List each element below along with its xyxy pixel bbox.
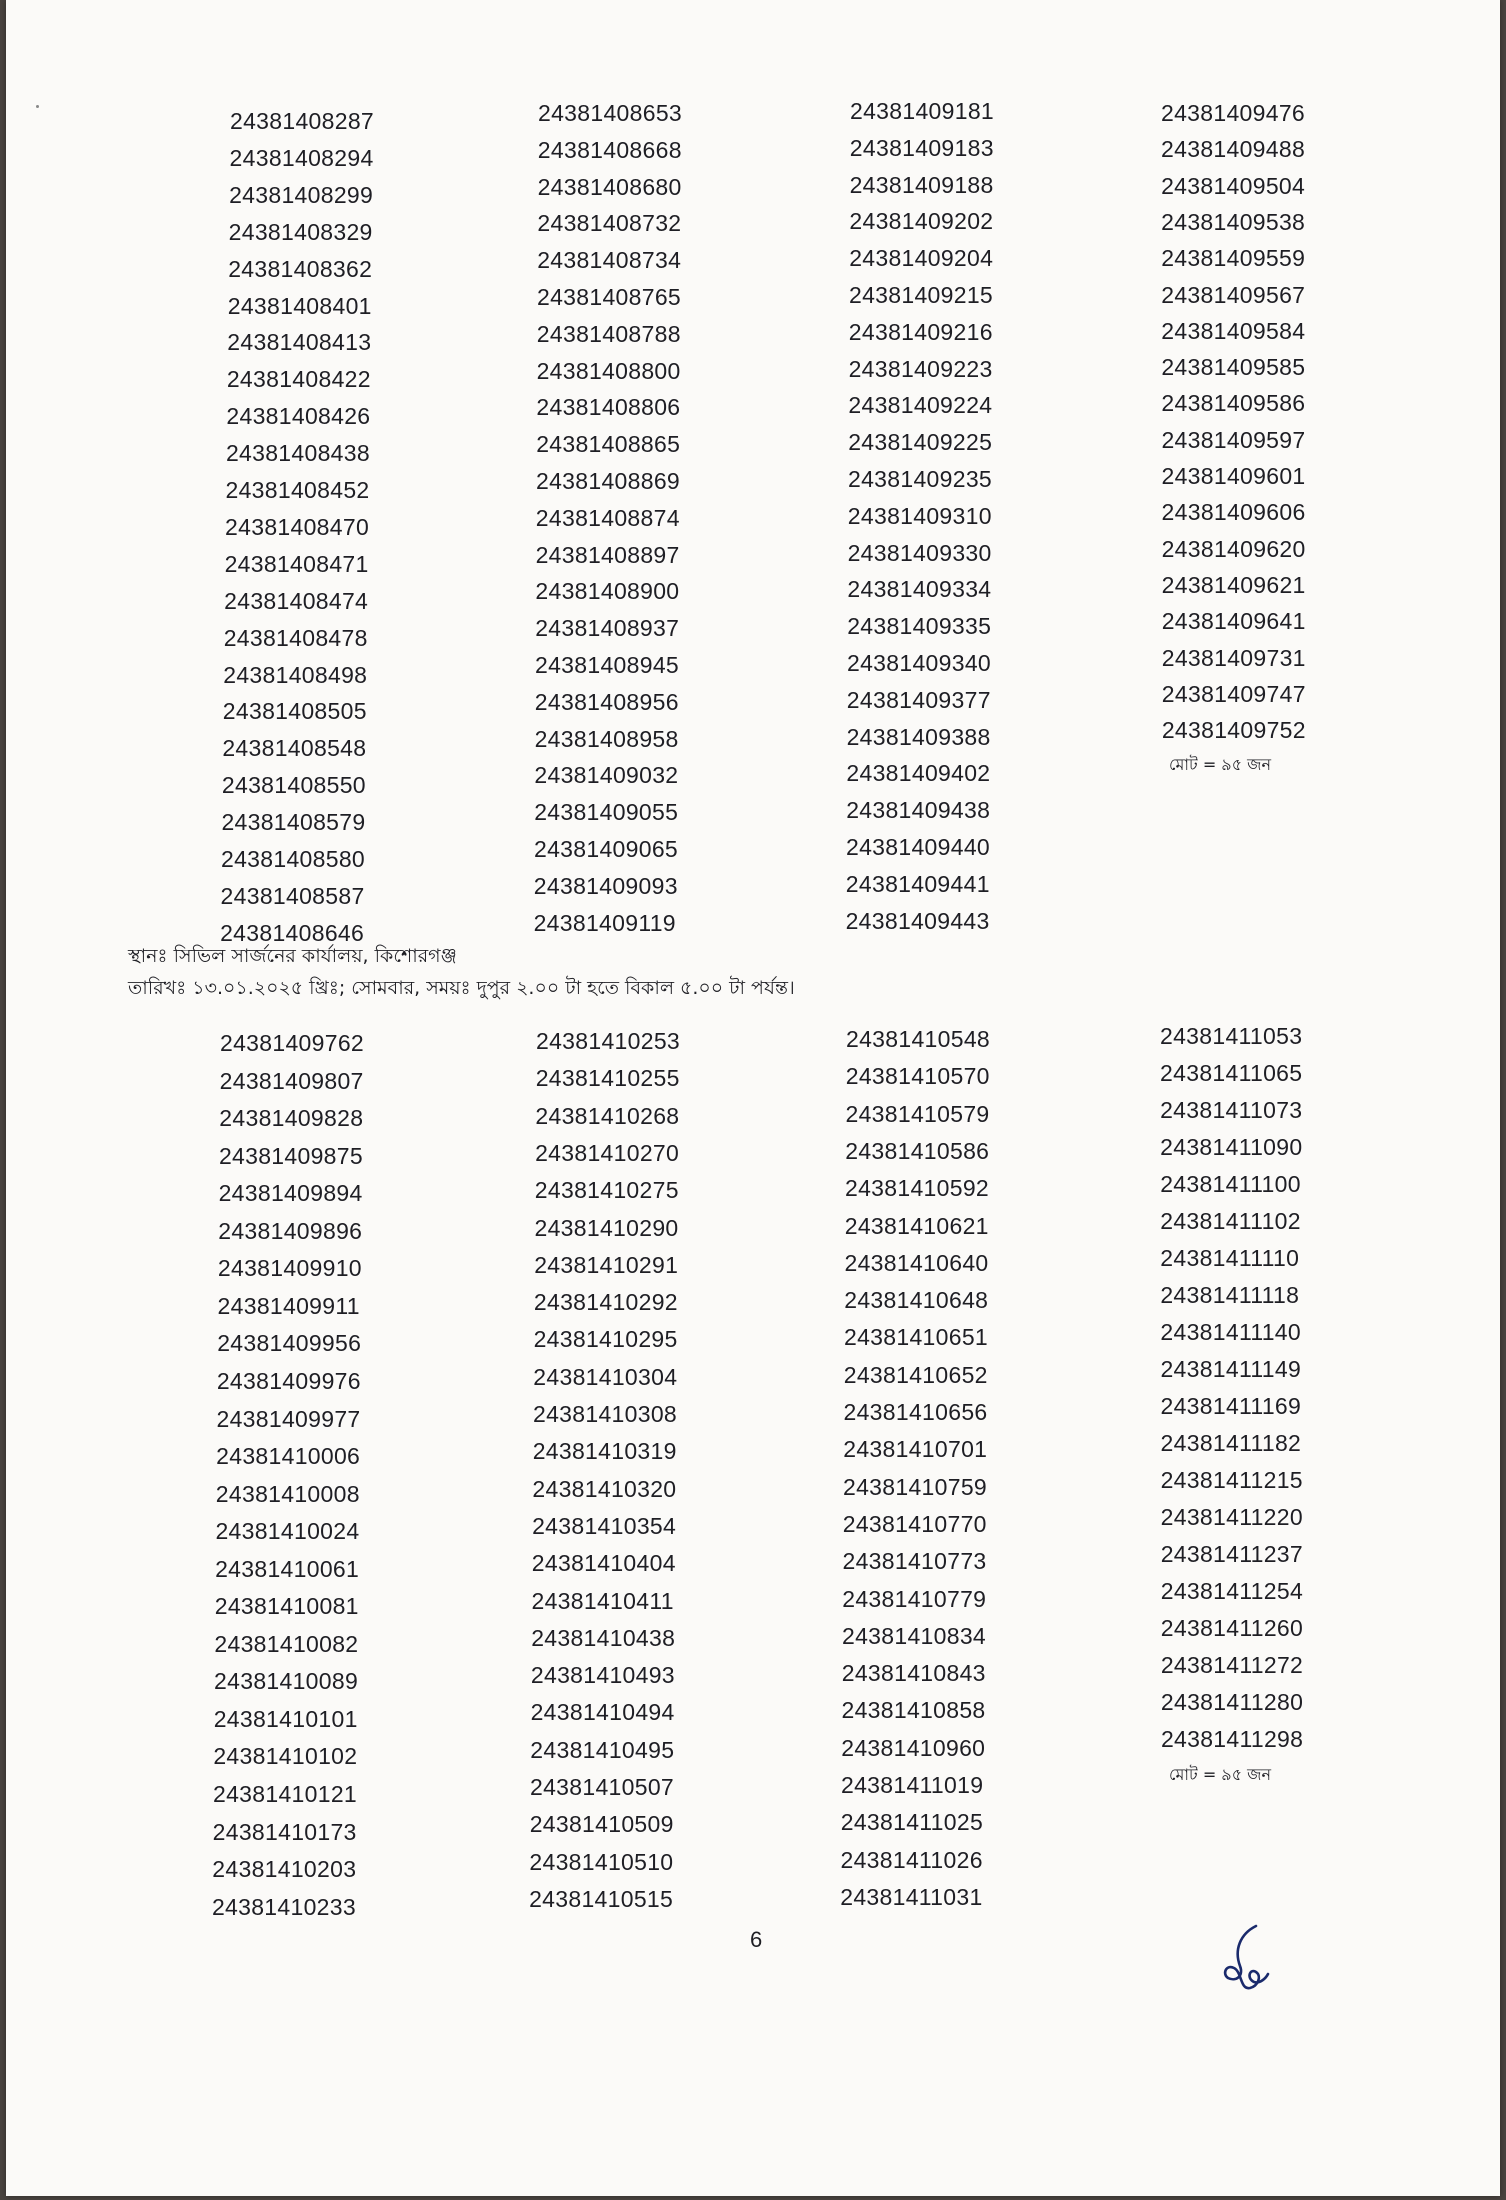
roll-number: 24381411215 (1160, 1467, 1303, 1493)
roll-number: 24381408329 (228, 218, 373, 245)
roll-number: 24381410759 (843, 1473, 988, 1500)
roll-number: 24381411019 (841, 1772, 984, 1798)
roll-number: 24381410507 (530, 1774, 675, 1800)
roll-number: 24381409488 (1161, 136, 1306, 163)
paper-speck (36, 105, 39, 108)
roll-number: 24381408413 (227, 329, 372, 356)
roll-number: 24381409606 (1161, 499, 1306, 526)
roll-number: 24381408579 (221, 809, 366, 836)
roll-number: 24381408478 (223, 624, 368, 651)
roll-number: 24381411182 (1160, 1430, 1302, 1456)
roll-number: 24381410275 (534, 1177, 679, 1204)
document-page (6, 0, 1500, 2196)
roll-number: 24381410770 (842, 1510, 987, 1537)
roll-number: 24381408646 (220, 919, 365, 946)
roll-number: 24381409601 (1161, 463, 1306, 489)
roll-number: 24381410640 (844, 1249, 989, 1276)
roll-number: 24381409896 (218, 1217, 363, 1244)
roll-number: 24381411102 (1160, 1208, 1301, 1234)
roll-number: 24381408548 (222, 735, 367, 762)
roll-number: 24381409202 (849, 208, 994, 235)
roll-number: 24381409584 (1161, 317, 1306, 344)
roll-number: 24381408422 (226, 366, 371, 393)
roll-number: 24381409586 (1161, 390, 1306, 417)
page-number: 6 (750, 1927, 763, 1952)
roll-number: 24381410493 (530, 1662, 675, 1689)
roll-number: 24381410404 (531, 1550, 676, 1577)
roll-number: 24381409476 (1161, 100, 1306, 126)
roll-number: 24381409762 (220, 1030, 365, 1056)
roll-number: 24381409065 (534, 836, 679, 862)
roll-number: 24381408294 (229, 144, 374, 171)
roll-number: 24381411031 (840, 1883, 983, 1910)
roll-number: 24381409597 (1161, 426, 1306, 453)
roll-number: 24381409119 (533, 909, 676, 936)
roll-number: 24381408653 (538, 100, 683, 126)
roll-number: 24381410354 (532, 1512, 677, 1539)
roll-number: 24381410652 (843, 1361, 988, 1388)
roll-number: 24381408732 (537, 210, 682, 237)
roll-number: 24381408865 (536, 431, 681, 458)
roll-number: 24381410102 (213, 1743, 358, 1770)
roll-number: 24381410304 (533, 1363, 678, 1390)
roll-number: 24381409181 (850, 98, 995, 124)
roll-number: 24381410579 (845, 1100, 990, 1127)
roll-number: 24381408452 (225, 477, 370, 503)
roll-number: 24381410290 (534, 1214, 679, 1241)
roll-number: 24381408788 (536, 320, 681, 347)
roll-number: 24381410438 (531, 1624, 676, 1651)
roll-number: 24381410773 (842, 1548, 987, 1575)
roll-number: 24381409438 (846, 797, 991, 824)
roll-number: 24381409215 (849, 282, 994, 308)
roll-number: 24381411065 (1160, 1060, 1303, 1086)
roll-number: 24381408580 (221, 846, 366, 872)
roll-number: 24381410006 (216, 1443, 361, 1470)
roll-number: 24381411237 (1160, 1541, 1303, 1567)
roll-number: 24381408587 (220, 882, 365, 909)
roll-number: 24381410648 (844, 1287, 989, 1314)
roll-number: 24381409334 (847, 576, 992, 603)
roll-number: 24381408900 (535, 578, 680, 605)
roll-number: 24381410548 (846, 1026, 991, 1052)
roll-number: 24381409731 (1161, 644, 1306, 671)
roll-number: 24381409183 (849, 134, 994, 161)
roll-number: 24381410621 (844, 1212, 989, 1239)
roll-number: 24381408474 (224, 587, 369, 614)
roll-number: 24381410960 (841, 1734, 986, 1761)
roll-number: 24381410082 (214, 1630, 359, 1657)
roll-number: 24381408668 (537, 136, 682, 163)
roll-number: 24381410173 (212, 1818, 357, 1845)
roll-number: 24381408471 (224, 550, 369, 577)
roll-number: 24381411073 (1160, 1097, 1303, 1123)
roll-number: 24381410858 (841, 1697, 986, 1724)
roll-number: 24381410291 (534, 1251, 679, 1278)
roll-number: 24381408426 (226, 403, 371, 430)
venue-line: স্থানঃ সিভিল সার্জনের কার্যালয়, কিশোরগঞ্জ (128, 945, 457, 967)
roll-number: 24381409976 (216, 1367, 361, 1394)
roll-number: 24381409093 (533, 872, 678, 899)
roll-number: 24381410515 (529, 1885, 674, 1912)
roll-number: 24381409388 (846, 723, 991, 750)
roll-number: 24381409621 (1161, 571, 1306, 598)
roll-number: 24381409911 (217, 1292, 360, 1319)
roll-number: 24381410308 (533, 1401, 678, 1427)
roll-number: 24381408470 (225, 513, 370, 540)
roll-number: 24381408869 (536, 468, 681, 494)
roll-number: 24381411110 (1160, 1245, 1300, 1271)
roll-number: 24381410255 (535, 1065, 680, 1092)
roll-number: 24381410411 (531, 1587, 674, 1614)
roll-number: 24381409377 (846, 686, 991, 713)
roll-number: 24381410270 (535, 1139, 680, 1166)
roll-number: 24381408958 (534, 725, 679, 752)
total-count: মোট = ৯৫ জন (1169, 1765, 1272, 1784)
roll-number: 24381411100 (1160, 1171, 1301, 1197)
roll-number: 24381409752 (1161, 717, 1306, 744)
roll-number: 24381408800 (536, 357, 681, 384)
roll-number: 24381410834 (842, 1622, 987, 1649)
roll-number: 24381410651 (844, 1324, 989, 1351)
roll-number: 24381411280 (1160, 1689, 1304, 1715)
total-count: মোট = ৯৫ জন (1169, 755, 1272, 774)
roll-number: 24381409977 (216, 1405, 361, 1432)
roll-number: 24381408287 (230, 108, 375, 134)
roll-number: 24381410121 (213, 1781, 358, 1807)
roll-number: 24381408505 (222, 698, 367, 725)
roll-number: 24381409335 (847, 613, 992, 640)
roll-number: 24381409440 (846, 834, 991, 860)
roll-number: 24381408956 (534, 688, 679, 715)
roll-number: 24381409567 (1161, 281, 1306, 308)
roll-number: 24381409204 (849, 245, 994, 272)
roll-number: 24381409956 (217, 1330, 362, 1357)
roll-number: 24381408937 (535, 615, 680, 642)
roll-number: 24381410089 (214, 1668, 359, 1695)
roll-number: 24381409641 (1161, 608, 1306, 635)
roll-number: 24381411298 (1160, 1726, 1304, 1752)
roll-number: 24381409216 (848, 318, 993, 345)
roll-number: 24381410292 (533, 1289, 678, 1316)
roll-number: 24381410570 (845, 1063, 990, 1090)
roll-number: 24381410268 (535, 1102, 680, 1129)
roll-number: 24381410843 (841, 1660, 986, 1687)
roll-number: 24381410592 (845, 1175, 990, 1202)
schedule-line: তারিখঃ ১৩.০১.২০২৫ খ্রিঃ; সোমবার, সময়ঃ দুপুর ২.০০ টা হতে বিকাল ৫.০০ টা পর্যন্ত। (128, 977, 795, 999)
roll-number: 24381409620 (1161, 535, 1306, 562)
roll-number: 24381409225 (848, 429, 993, 456)
roll-number: 24381411053 (1160, 1023, 1303, 1049)
roll-number: 24381411220 (1160, 1504, 1303, 1530)
roll-number: 24381411149 (1160, 1356, 1302, 1382)
roll-number: 24381410586 (845, 1137, 990, 1164)
roll-number: 24381410494 (530, 1699, 675, 1726)
roll-number: 24381408680 (537, 173, 682, 200)
roll-number: 24381408806 (536, 394, 681, 421)
roll-number: 24381410295 (533, 1326, 678, 1353)
roll-number: 24381410253 (536, 1028, 681, 1054)
roll-number: 24381410509 (529, 1811, 674, 1838)
roll-number: 24381408765 (537, 284, 682, 310)
roll-number: 24381409330 (847, 539, 992, 566)
roll-number: 24381411118 (1160, 1282, 1300, 1308)
roll-number: 24381411260 (1160, 1615, 1304, 1641)
roll-number: 24381410233 (211, 1893, 356, 1920)
roll-number: 24381409310 (847, 502, 992, 529)
roll-number: 24381409441 (845, 870, 990, 897)
roll-number: 24381408945 (535, 652, 680, 678)
roll-number: 24381409910 (217, 1255, 362, 1282)
roll-number: 24381410701 (843, 1436, 988, 1463)
roll-number: 24381409223 (848, 355, 993, 382)
roll-number: 24381408874 (535, 504, 680, 531)
roll-number: 24381409055 (534, 799, 679, 826)
roll-number: 24381409504 (1161, 172, 1306, 199)
roll-number: 24381408438 (225, 440, 370, 467)
roll-number: 24381408550 (221, 772, 366, 799)
roll-number: 24381409807 (219, 1067, 364, 1094)
roll-number: 24381411090 (1160, 1134, 1303, 1160)
roll-number: 24381411025 (840, 1809, 984, 1836)
roll-number: 24381408498 (223, 661, 368, 688)
roll-number: 24381409559 (1161, 245, 1306, 272)
roll-number: 24381410779 (842, 1585, 987, 1612)
roll-number: 24381411140 (1160, 1319, 1301, 1345)
roll-number: 24381408401 (227, 292, 372, 319)
roll-number: 24381409443 (845, 907, 990, 934)
roll-number: 24381409875 (218, 1142, 363, 1169)
signature-icon (1216, 1920, 1276, 2000)
roll-number: 24381410024 (215, 1518, 360, 1545)
roll-number: 24381410319 (532, 1438, 677, 1465)
roll-number: 24381409235 (848, 466, 993, 492)
roll-number: 24381408897 (535, 541, 680, 568)
roll-number: 24381409224 (848, 392, 993, 419)
roll-number: 24381409747 (1161, 680, 1306, 707)
roll-number: 24381410510 (529, 1848, 674, 1875)
roll-number: 24381409894 (218, 1180, 363, 1207)
roll-number: 24381409585 (1161, 354, 1306, 381)
roll-number: 24381409032 (534, 762, 679, 789)
roll-number: 24381408299 (229, 181, 374, 208)
roll-number: 24381410203 (212, 1856, 357, 1883)
roll-number: 24381409188 (849, 171, 994, 198)
roll-number: 24381410320 (532, 1475, 677, 1502)
roll-number: 24381410656 (843, 1399, 988, 1425)
roll-number: 24381410495 (530, 1736, 675, 1763)
roll-number: 24381409538 (1161, 208, 1306, 235)
roll-number: 24381410061 (215, 1555, 360, 1582)
roll-number: 24381411272 (1160, 1652, 1304, 1678)
roll-number: 24381409402 (846, 760, 991, 787)
roll-number: 24381410101 (213, 1705, 358, 1732)
roll-number: 24381411169 (1160, 1393, 1302, 1419)
roll-number: 24381408362 (228, 255, 373, 282)
roll-number: 24381409340 (847, 650, 992, 676)
roll-number: 24381410008 (215, 1480, 360, 1507)
roll-number: 24381411254 (1160, 1578, 1304, 1604)
roll-number: 24381408734 (537, 247, 682, 274)
roll-number: 24381410081 (214, 1593, 359, 1620)
roll-number: 24381411026 (840, 1846, 983, 1873)
roll-number: 24381409828 (219, 1105, 364, 1132)
